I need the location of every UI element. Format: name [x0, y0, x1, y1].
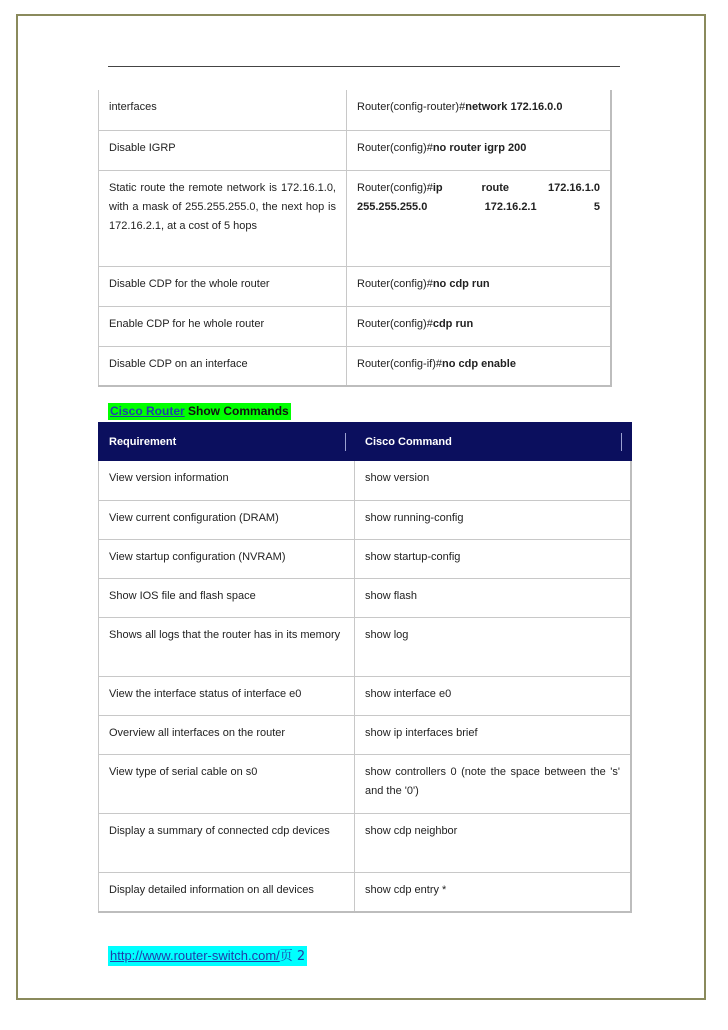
command-cell: show controllers 0 (note the space between the 's' and the '0') — [355, 755, 632, 814]
requirement-cell: View startup configuration (NVRAM) — [99, 540, 355, 579]
table-row — [99, 618, 632, 677]
requirement-cell: Disable CDP on an interface — [99, 346, 347, 386]
command-cell: Router(config)#cdp run — [347, 306, 612, 346]
command-cell: Router(config)#ip route 172.16.1.0 255.255.255.0 172.16.2.1 5 — [347, 170, 612, 266]
requirement-cell: View current configuration (DRAM) — [99, 501, 355, 540]
command-cell: show ip interfaces brief — [355, 716, 632, 755]
command-cell: show flash — [355, 579, 632, 618]
table-row — [99, 677, 632, 716]
command-cell: show startup-config — [355, 540, 632, 579]
table-row — [99, 306, 612, 346]
requirement-cell: Display a summary of connected cdp devices — [99, 814, 355, 873]
section-title-text: Show Commands — [184, 404, 289, 418]
command-cell: show cdp entry * — [355, 873, 632, 912]
requirement-cell: View type of serial cable on s0 — [99, 755, 355, 814]
requirement-cell: Shows all logs that the router has in its memory — [99, 618, 355, 677]
config-commands-table — [98, 90, 612, 387]
table-row — [99, 873, 632, 912]
header-requirement: Requirement — [99, 423, 355, 461]
command-cell: Router(config)#no router igrp 200 — [347, 130, 612, 170]
header-divider — [621, 433, 622, 451]
table-row — [99, 90, 612, 130]
footer-url-link[interactable]: http://www.router-switch.com/ — [110, 948, 280, 963]
requirement-cell: interfaces — [99, 90, 347, 130]
table-row — [99, 540, 632, 579]
table-row — [99, 755, 632, 814]
table-row — [99, 579, 632, 618]
command-cell: show interface e0 — [355, 677, 632, 716]
table-row — [99, 266, 612, 306]
command-cell: show version — [355, 461, 632, 501]
command-cell: Router(config-if)#no cdp enable — [347, 346, 612, 386]
show-commands-table — [98, 422, 632, 913]
requirement-cell: View version information — [99, 461, 355, 501]
cisco-router-link[interactable]: Cisco Router — [110, 404, 185, 418]
requirement-cell: Show IOS file and flash space — [99, 579, 355, 618]
requirement-cell: Enable CDP for he whole router — [99, 306, 347, 346]
requirement-cell: Display detailed information on all devices — [99, 873, 355, 912]
requirement-cell: Static route the remote network is 172.16.1.0, with a mask of 255.255.255.0, the next hop is 172.16.2.1, at a cost of 5 hops — [99, 170, 347, 266]
requirement-cell: Disable CDP for the whole router — [99, 266, 347, 306]
requirement-cell: View the interface status of interface e0 — [99, 677, 355, 716]
command-cell: Router(config)#no cdp run — [347, 266, 612, 306]
section-title — [108, 403, 291, 420]
table-header-row — [99, 423, 632, 461]
page-number: 页 2 — [279, 949, 306, 964]
table-row — [99, 461, 632, 501]
requirement-cell: Overview all interfaces on the router — [99, 716, 355, 755]
table-row — [99, 170, 612, 266]
header-rule — [108, 66, 620, 67]
command-cell: Router(config-router)#network 172.16.0.0 — [347, 90, 612, 130]
command-cell: show log — [355, 618, 632, 677]
header-divider — [345, 433, 346, 451]
requirement-cell: Disable IGRP — [99, 130, 347, 170]
table-row — [99, 346, 612, 386]
header-command: Cisco Command — [355, 423, 632, 461]
command-cell: show cdp neighbor — [355, 814, 632, 873]
table-row — [99, 130, 612, 170]
command-cell: show running-config — [355, 501, 632, 540]
table-row — [99, 716, 632, 755]
page-footer — [108, 946, 307, 966]
table-row — [99, 814, 632, 873]
table-row — [99, 501, 632, 540]
